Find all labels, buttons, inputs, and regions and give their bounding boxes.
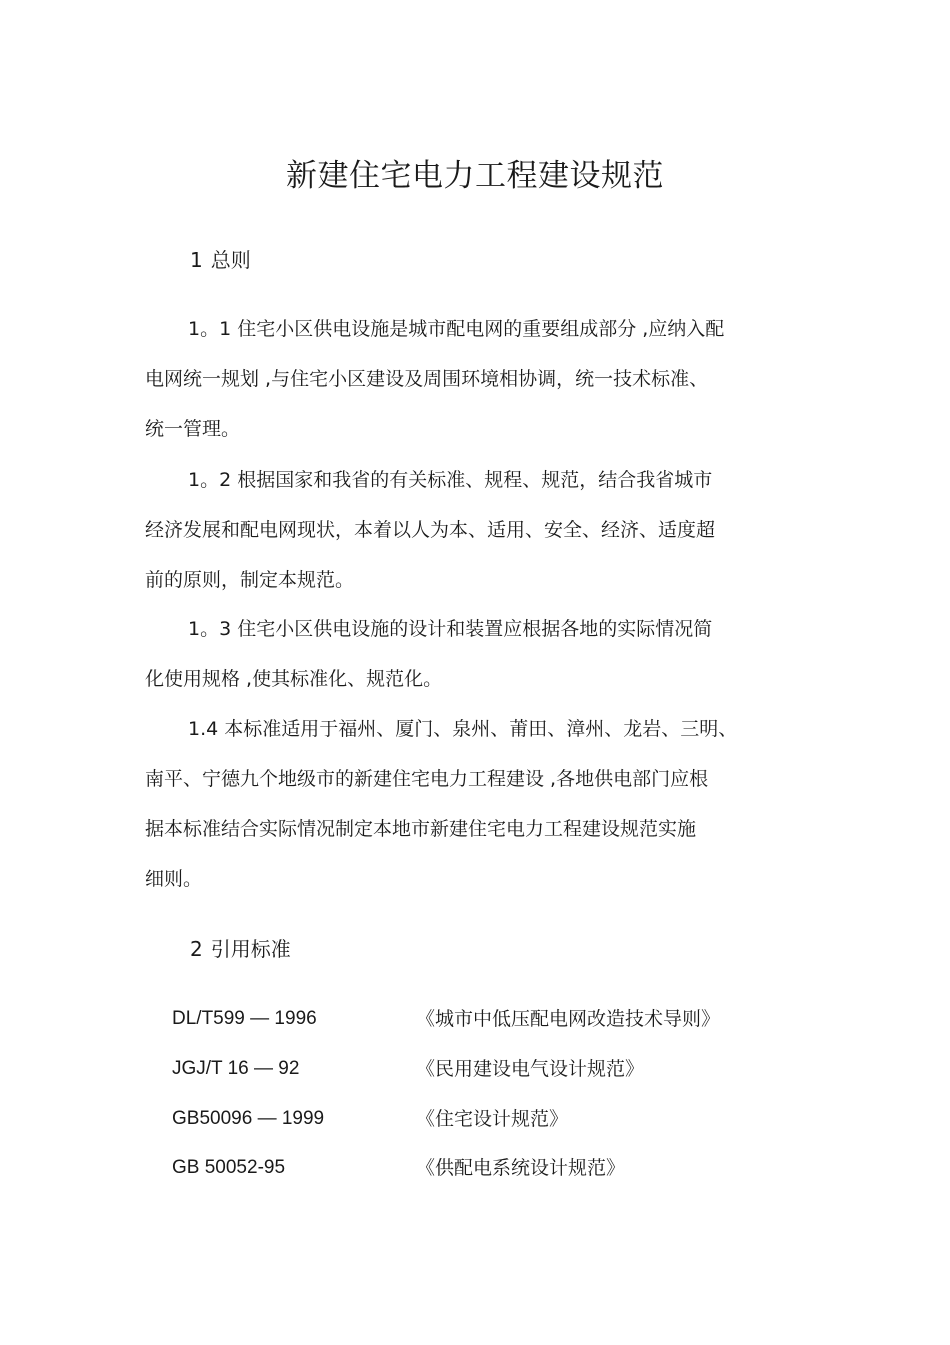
reference-name: 《住宅设计规范》	[416, 1108, 569, 1130]
reference-row	[172, 1052, 812, 1086]
reference-row	[172, 1002, 812, 1036]
reference-code: GB 50052-95	[172, 1157, 286, 1178]
reference-name: 《民用建设电气设计规范》	[416, 1058, 645, 1080]
paragraph-line: 1.4 本标准适用于福州、厦门、泉州、莆田、漳州、龙岩、三明、	[188, 718, 738, 740]
paragraph-line: 电网统一规划 ,与住宅小区建设及周围环境相协调，统一技术标准、	[145, 368, 709, 390]
section-2-title: 引用标准	[210, 937, 291, 961]
paragraph-1-4	[145, 704, 810, 904]
paragraph-line: 化使用规格 ,使其标准化、规范化。	[145, 668, 443, 690]
paragraph-line: 细则。	[145, 868, 203, 890]
paragraph-line: 南平、宁德九个地级市的新建住宅电力工程建设 ,各地供电部门应根	[145, 768, 709, 790]
paragraph-line: 据本标准结合实际情况制定本地市新建住宅电力工程建设规范实施	[145, 818, 697, 840]
paragraph-1-1	[145, 304, 810, 454]
reference-code: DL/T599 — 1996	[172, 1008, 317, 1029]
document-title: 新建住宅电力工程建设规范	[286, 158, 664, 194]
reference-name: 《城市中低压配电网改造技术导则》	[416, 1008, 721, 1030]
paragraph-line: 经济发展和配电网现状，本着以人为本、适用、安全、经济、适度超	[145, 519, 716, 541]
reference-code: GB50096 — 1999	[172, 1108, 325, 1129]
paragraph-line: 前的原则，制定本规范。	[145, 569, 355, 591]
reference-row	[172, 1102, 812, 1136]
section-2-number: 2	[190, 937, 203, 961]
paragraph-line: 统一管理。	[145, 418, 241, 440]
paragraph-1-2	[145, 455, 810, 605]
paragraph-line: 1。2 根据国家和我省的有关标准、规程、规范，结合我省城市	[188, 469, 713, 491]
paragraph-line: 1。1 住宅小区供电设施是城市配电网的重要组成部分 ,应纳入配	[188, 318, 725, 340]
reference-code: JGJ/T 16 — 92	[172, 1058, 300, 1079]
paragraph-line: 1。3 住宅小区供电设施的设计和装置应根据各地的实际情况简	[188, 618, 713, 640]
reference-name: 《供配电系统设计规范》	[416, 1157, 626, 1179]
section-1-heading	[190, 244, 251, 276]
section-2-heading	[190, 933, 291, 965]
reference-row	[172, 1151, 812, 1185]
paragraph-1-3	[145, 604, 810, 704]
section-1-title: 总则	[210, 248, 251, 272]
section-1-number: 1	[190, 248, 203, 272]
